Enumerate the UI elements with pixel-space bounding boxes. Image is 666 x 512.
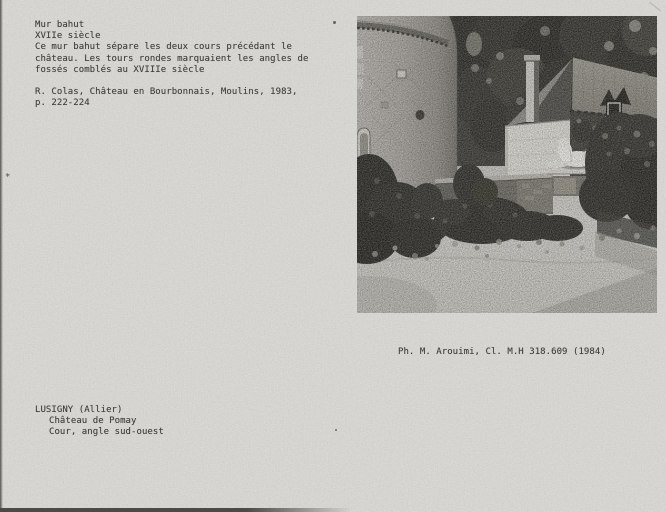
scan-edge-left [0, 0, 3, 512]
description-line: château. Les tours rondes marquaient les angles de [35, 53, 309, 64]
ink-speck: ∗ [5, 171, 11, 181]
site-line: Château de Pomay [49, 416, 137, 427]
reference-line: R. Colas, Château en Bourbonnais, Moulins, 1983, [35, 87, 298, 98]
ink-speck [333, 21, 336, 24]
annotation-block [35, 20, 308, 109]
scratch-mark [649, 2, 661, 11]
photo-caption: Ph. M. Arouimi, Cl. M.H 318.609 (1984) [398, 347, 606, 357]
description-line: Ce mur bahut sépare les deux cours précédant le [35, 42, 293, 53]
reference-line: p. 222-224 [35, 98, 90, 109]
location-block [35, 405, 164, 439]
photograph-drawing [357, 16, 657, 313]
commune-line: LUSIGNY (Allier) [35, 405, 123, 415]
reference-block [35, 87, 308, 109]
photograph [357, 16, 657, 313]
scan-edge-bottom [0, 508, 352, 512]
ink-speck [335, 429, 337, 431]
description-line: fossés comblés au XVIIIe siècle [35, 64, 205, 75]
period-line: XVIIe siècle [35, 31, 101, 42]
view-line: Cour, angle sud-ouest [49, 427, 164, 438]
photo-title: Mur bahut [35, 20, 85, 30]
